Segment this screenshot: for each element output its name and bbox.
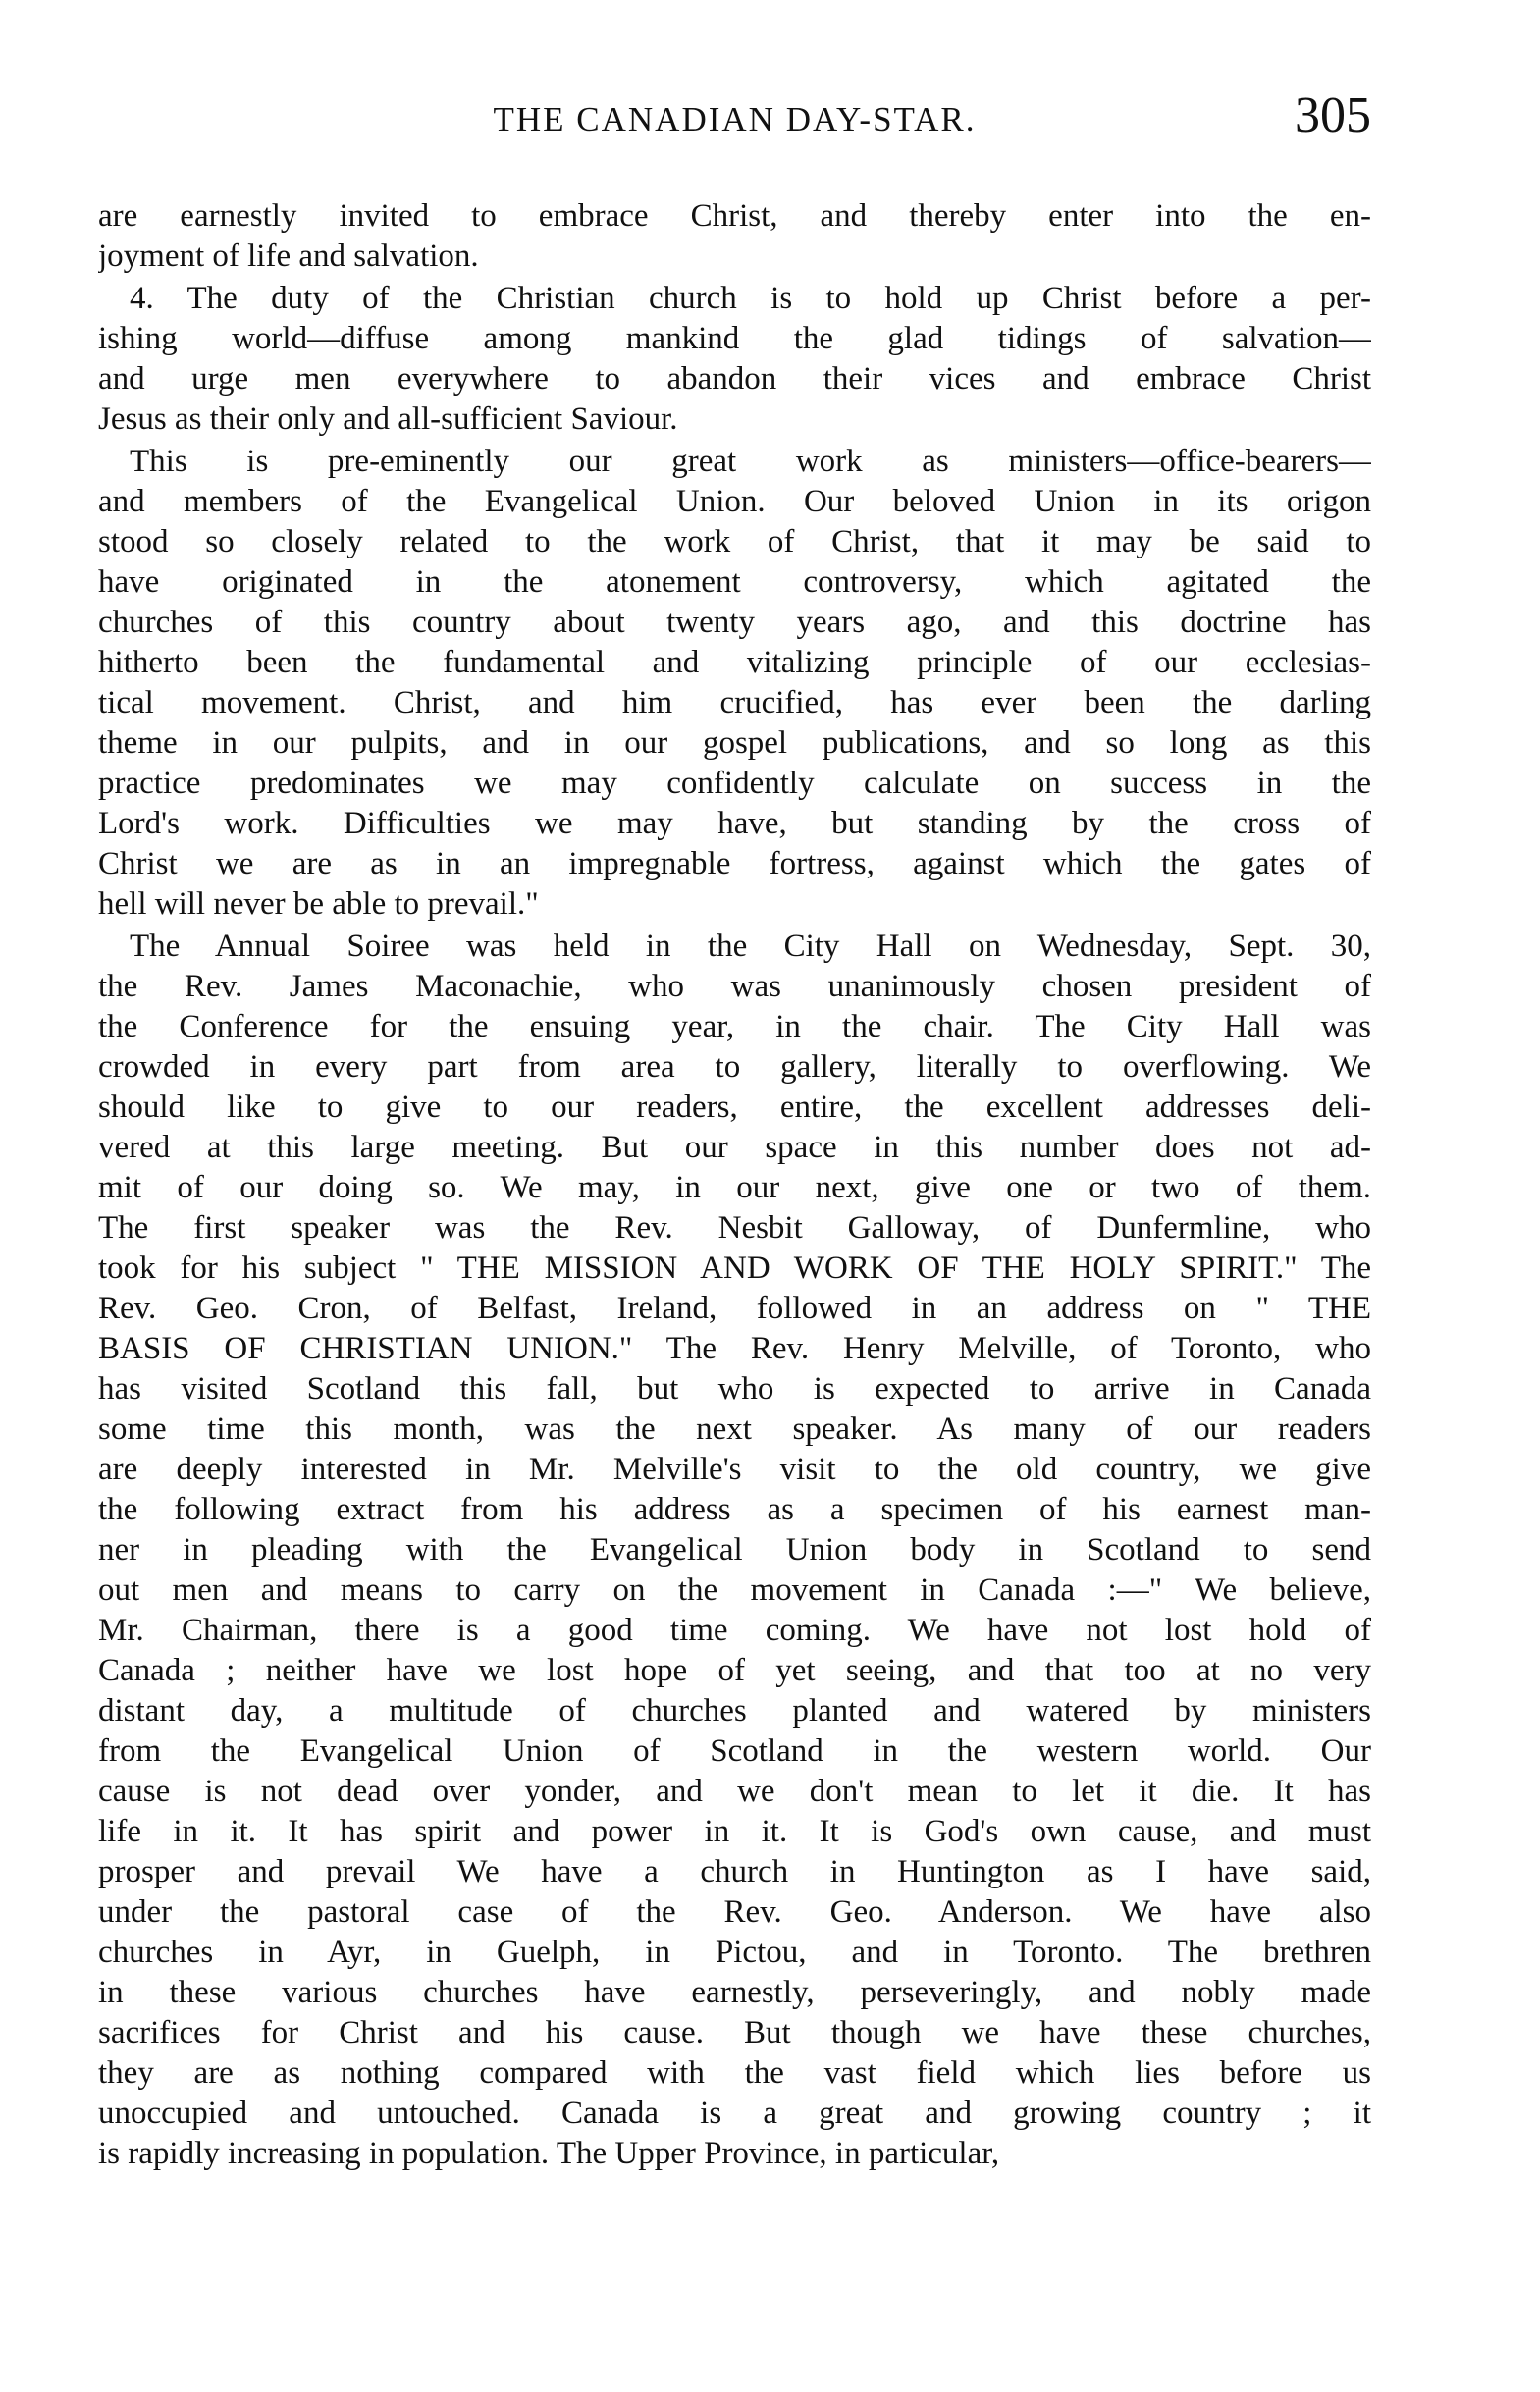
text-line: the following extract from his address as a specimen of his earnest man- bbox=[98, 1492, 1371, 1527]
text-line: practice predominates we may confidently calculate on success in the bbox=[98, 766, 1371, 801]
text-line: has visited Scotland this fall, but who is expected to arrive in Canada bbox=[98, 1371, 1371, 1407]
article-body bbox=[98, 196, 1371, 2176]
text-line: the Conference for the ensuing year, in the chair. The City Hall was bbox=[98, 1009, 1371, 1044]
page-number: 305 bbox=[1295, 87, 1371, 143]
text-line: prosper and prevail We have a church in Huntington as I have said, bbox=[98, 1854, 1371, 1889]
text-line: some time this month, was the next speaker. As many of our readers bbox=[98, 1411, 1371, 1447]
text-line: Christ we are as in an impregnable fortress, against which the gates of bbox=[98, 846, 1371, 881]
text-line: The Annual Soiree was held in the City Hall on Wednesday, Sept. 30, bbox=[130, 929, 1371, 964]
text-line: they are as nothing compared with the vast field which lies before us bbox=[98, 2055, 1371, 2091]
text-line: have originated in the atonement controversy, which agitated the bbox=[98, 564, 1371, 600]
text-line: cause is not dead over yonder, and we don't mean to let it die. It has bbox=[98, 1774, 1371, 1809]
text-line: stood so closely related to the work of Christ, that it may be said to bbox=[98, 524, 1371, 559]
page-header bbox=[98, 86, 1371, 155]
text-line: Jesus as their only and all-sufficient Saviour. bbox=[98, 401, 678, 437]
text-line: and members of the Evangelical Union. Our beloved Union in its origon bbox=[98, 484, 1371, 519]
text-line: life in it. It has spirit and power in it. It is God's own cause, and must bbox=[98, 1814, 1371, 1849]
text-line: should like to give to our readers, entire, the excellent addresses deli- bbox=[98, 1090, 1371, 1125]
text-line: ner in pleading with the Evangelical Union body in Scotland to send bbox=[98, 1532, 1371, 1568]
paragraph bbox=[98, 927, 1371, 2174]
running-title: THE CANADIAN DAY-STAR. bbox=[493, 100, 977, 138]
text-line: The first speaker was the Rev. Nesbit Galloway, of Dunfermline, who bbox=[98, 1210, 1371, 1246]
text-line: distant day, a multitude of churches planted and watered by ministers bbox=[98, 1693, 1371, 1728]
text-line: Lord's work. Difficulties we may have, but standing by the cross of bbox=[98, 806, 1371, 841]
paragraph bbox=[98, 196, 1371, 277]
text-line: mit of our doing so. We may, in our next, give one or two of them. bbox=[98, 1170, 1371, 1205]
text-line: tical movement. Christ, and him crucified, has ever been the darling bbox=[98, 685, 1371, 720]
text-line: joyment of life and salvation. bbox=[98, 239, 479, 274]
text-line: 4. The duty of the Christian church is to hold up Christ before a per- bbox=[130, 281, 1371, 316]
paragraph bbox=[98, 442, 1371, 925]
text-line: Canada ; neither have we lost hope of yet seeing, and that too at no very bbox=[98, 1653, 1371, 1688]
text-line: out men and means to carry on the movement in Canada :—" We believe, bbox=[98, 1572, 1371, 1608]
text-line: ishing world—diffuse among mankind the glad tidings of salvation— bbox=[98, 321, 1371, 356]
text-line: This is pre-eminently our great work as ministers—office-bearers— bbox=[130, 444, 1371, 479]
text-line: and urge men everywhere to abandon their vices and embrace Christ bbox=[98, 361, 1371, 397]
text-line: is rapidly increasing in population. The Upper Province, in particular, bbox=[98, 2136, 1000, 2171]
text-line: sacrifices for Christ and his cause. But though we have these churches, bbox=[98, 2015, 1371, 2050]
paragraph bbox=[98, 279, 1371, 440]
text-line: from the Evangelical Union of Scotland in the western world. Our bbox=[98, 1733, 1371, 1769]
text-line: churches in Ayr, in Guelph, in Pictou, and in Toronto. The brethren bbox=[98, 1935, 1371, 1970]
text-line: under the pastoral case of the Rev. Geo. Anderson. We have also bbox=[98, 1894, 1371, 1930]
text-line: Mr. Chairman, there is a good time coming. We have not lost hold of bbox=[98, 1613, 1371, 1648]
text-line: vered at this large meeting. But our space in this number does not ad- bbox=[98, 1130, 1371, 1165]
text-line: unoccupied and untouched. Canada is a great and growing country ; it bbox=[98, 2096, 1371, 2131]
text-line: hell will never be able to prevail." bbox=[98, 886, 539, 922]
text-line: crowded in every part from area to gallery, literally to overflowing. We bbox=[98, 1049, 1371, 1085]
text-line: are deeply interested in Mr. Melville's visit to the old country, we give bbox=[98, 1452, 1371, 1487]
text-line: churches of this country about twenty years ago, and this doctrine has bbox=[98, 605, 1371, 640]
text-line: hitherto been the fundamental and vitalizing principle of our ecclesias- bbox=[98, 645, 1371, 680]
text-line: are earnestly invited to embrace Christ, and thereby enter into the en- bbox=[98, 198, 1371, 234]
text-line: in these various churches have earnestly, perseveringly, and nobly made bbox=[98, 1975, 1371, 2010]
text-line: the Rev. James Maconachie, who was unanimously chosen president of bbox=[98, 969, 1371, 1004]
text-line: Rev. Geo. Cron, of Belfast, Ireland, followed in an address on " THE bbox=[98, 1291, 1371, 1326]
text-line: theme in our pulpits, and in our gospel publications, and so long as this bbox=[98, 725, 1371, 761]
text-line: took for his subject " THE MISSION AND WORK OF THE HOLY SPIRIT." The bbox=[98, 1250, 1371, 1286]
text-line: BASIS OF CHRISTIAN UNION." The Rev. Henry Melville, of Toronto, who bbox=[98, 1331, 1371, 1366]
